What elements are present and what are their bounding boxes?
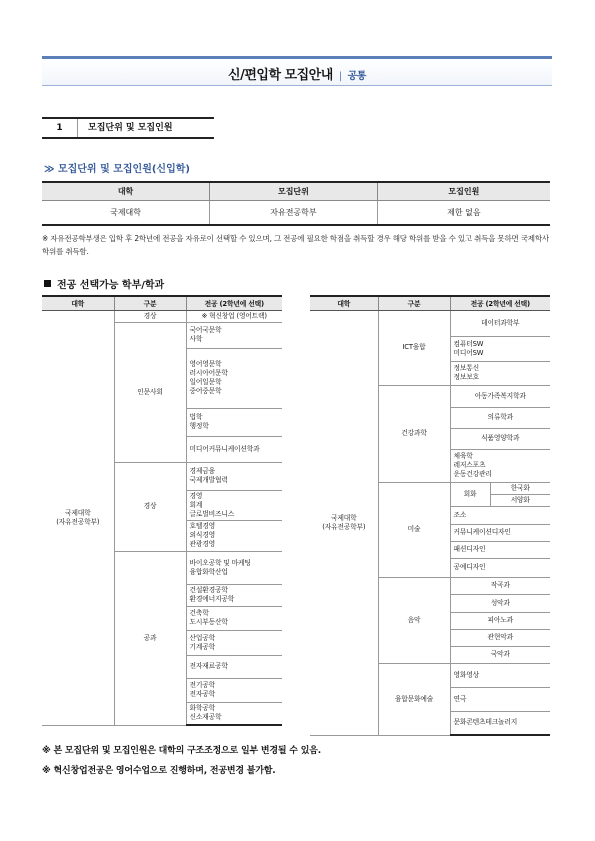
table-cell: 자유전공학부 bbox=[210, 200, 378, 225]
major-cell bbox=[186, 678, 282, 702]
subcategory-cell: 회화 bbox=[450, 482, 490, 506]
major-cell bbox=[186, 606, 282, 630]
recruit-table bbox=[42, 181, 550, 226]
subheading: ≫ 모집단위 및 모집인원(신입학) bbox=[44, 164, 190, 175]
major-name: 도시부동산학 bbox=[189, 618, 228, 626]
note: ※ 자유전공학부생은 입학 후 2학년에 전공을 자유로이 선택할 수 있으며, 그 전공에 필요한 학점을 취득할 경우 해당 학위를 받을 수 있고 취득을 못하면 국제학사 학위를 취득함. bbox=[42, 234, 549, 256]
major-cell: 미디어커뮤니케이션학과 bbox=[186, 436, 282, 462]
college-cell bbox=[42, 310, 114, 725]
table-header: 구분 bbox=[378, 296, 450, 310]
category-cell: 미술 bbox=[378, 482, 450, 577]
title-subtitle: 공통 bbox=[347, 71, 366, 82]
section-number: 1 bbox=[42, 119, 78, 137]
major-cell: 데이터과학부 bbox=[450, 310, 550, 336]
major-name: 관광경영 bbox=[189, 540, 215, 548]
college-name: 국제대학 bbox=[65, 508, 91, 517]
major-name: 운동건강관리 bbox=[453, 470, 492, 478]
table-header: 대학 bbox=[42, 296, 114, 310]
major-name: 컴퓨터SW bbox=[453, 339, 484, 348]
major-name: 영어영문학 bbox=[189, 360, 222, 368]
title-bar bbox=[42, 56, 552, 86]
category-cell: 경상 bbox=[114, 462, 186, 551]
major-name: 산업공학 bbox=[189, 633, 215, 642]
major-cell: 성악과 bbox=[450, 594, 550, 612]
major-cell: 문화콘텐츠테크놀러지 bbox=[450, 711, 550, 735]
major-name: 화학공학 bbox=[189, 704, 215, 713]
major-name: 중어중문학 bbox=[189, 387, 222, 395]
major-name: 건축학 bbox=[189, 609, 209, 617]
major-cell bbox=[186, 348, 282, 408]
category-cell: 인문사회 bbox=[114, 322, 186, 462]
major-cell: 전자재료공학 bbox=[186, 655, 282, 678]
major-table-right bbox=[310, 295, 550, 736]
major-cell: 패션디자인 bbox=[450, 541, 550, 558]
category-cell: ICT융합 bbox=[378, 310, 450, 385]
footnote: ※ 혁신창업전공은 영어수업으로 진행하며, 전공변경 불가함. bbox=[42, 766, 276, 776]
section-label: 모집단위 및 모집인원 bbox=[88, 123, 173, 133]
major-name: 정보보호 bbox=[453, 373, 479, 381]
major-name: 호텔경영 bbox=[189, 522, 215, 530]
section-2-label: 전공 선택가능 학부/학과 bbox=[57, 280, 165, 291]
page-title bbox=[42, 64, 552, 83]
footnote: ※ 본 모집단위 및 모집인원은 대학의 구조조정으로 일부 변경될 수 있음. bbox=[42, 746, 321, 756]
major-cell bbox=[186, 584, 282, 606]
major-name: 신소재공학 bbox=[189, 713, 222, 722]
major-cell: 공예디자인 bbox=[450, 558, 550, 577]
major-name: 융합화학산업 bbox=[189, 567, 228, 576]
title-separator: | bbox=[338, 71, 342, 82]
major-cell: 피아노과 bbox=[450, 612, 550, 629]
major-name: 글로벌비즈니스 bbox=[189, 509, 235, 518]
table-cell: 제한 없음 bbox=[377, 200, 550, 225]
category-cell: 건강과학 bbox=[378, 385, 450, 482]
major-name: 행정학 bbox=[189, 422, 209, 430]
major-name: 체육학 bbox=[453, 452, 473, 460]
major-cell: ※ 혁신창업 (영어트랙) bbox=[186, 310, 282, 322]
major-name: 회계 bbox=[189, 500, 203, 509]
major-name: 미디어SW bbox=[453, 348, 484, 357]
college-sub: (자유전공학부) bbox=[322, 522, 366, 531]
major-cell: 식품영양학과 bbox=[450, 428, 550, 449]
major-name: 기계공학 bbox=[189, 642, 215, 651]
table-header: 대학 bbox=[310, 296, 378, 310]
major-name: 경제금융 bbox=[189, 467, 215, 475]
major-name: 법학 bbox=[189, 413, 203, 421]
table-header: 대학 bbox=[42, 182, 210, 200]
major-name: 일어일문학 bbox=[189, 378, 222, 386]
major-name: 국제개발협력 bbox=[189, 476, 228, 484]
category-cell: 음악 bbox=[378, 577, 450, 663]
square-bullet-icon bbox=[44, 280, 51, 287]
major-cell: 작곡과 bbox=[450, 577, 550, 594]
table-header: 구분 bbox=[114, 296, 186, 310]
major-name: 정보통신 bbox=[453, 364, 479, 372]
major-cell bbox=[186, 408, 282, 436]
table-header: 전공 (2학년에 선택) bbox=[450, 296, 550, 310]
major-name: 외식경영 bbox=[189, 531, 215, 539]
college-sub: (자유전공학부) bbox=[56, 517, 100, 526]
major-cell bbox=[186, 520, 282, 551]
major-name: 전자공학 bbox=[189, 690, 215, 698]
major-cell bbox=[186, 551, 282, 584]
major-cell: 의류학과 bbox=[450, 407, 550, 428]
title-main: 신/편입학 모집안내 bbox=[228, 68, 333, 83]
major-cell bbox=[186, 490, 282, 520]
category-cell: 융합문화예술 bbox=[378, 663, 450, 735]
major-cell: 서양화 bbox=[490, 494, 550, 506]
major-name: 전기공학 bbox=[189, 681, 215, 689]
table-header: 모집단위 bbox=[210, 182, 378, 200]
major-cell bbox=[450, 361, 550, 385]
major-name: 러시아어문학 bbox=[189, 369, 228, 377]
major-cell: 연극 bbox=[450, 687, 550, 711]
major-name: 레저스포츠 bbox=[453, 461, 486, 469]
major-cell bbox=[450, 336, 550, 361]
major-cell bbox=[450, 449, 550, 482]
major-cell: 영화영상 bbox=[450, 663, 550, 687]
category-cell: 경상 bbox=[114, 310, 186, 322]
major-cell: 관현악과 bbox=[450, 629, 550, 646]
major-cell: 아동가족복지학과 bbox=[450, 385, 550, 407]
major-name: 경영 bbox=[189, 491, 203, 500]
major-name: 건설환경공학 bbox=[189, 586, 228, 594]
table-header: 모집인원 bbox=[377, 182, 550, 200]
major-name: 환경에너지공학 bbox=[189, 595, 235, 603]
college-name: 국제대학 bbox=[331, 513, 357, 522]
major-cell: 조소 bbox=[450, 506, 550, 524]
section-heading bbox=[42, 117, 214, 139]
major-cell bbox=[186, 322, 282, 348]
major-cell: 국악과 bbox=[450, 646, 550, 663]
major-name: 국어국문학 bbox=[189, 326, 222, 334]
major-cell: 한국화 bbox=[490, 482, 550, 494]
major-name: 사학 bbox=[189, 335, 203, 343]
college-cell bbox=[310, 310, 378, 735]
table-cell: 국제대학 bbox=[42, 200, 210, 225]
major-cell bbox=[186, 462, 282, 490]
section-heading-2 bbox=[44, 276, 164, 291]
major-cell bbox=[186, 702, 282, 725]
major-cell bbox=[186, 630, 282, 655]
major-name: 바이오공학 및 마케팅 bbox=[189, 558, 251, 567]
major-table-left bbox=[42, 295, 282, 726]
category-cell: 공과 bbox=[114, 551, 186, 725]
major-cell: 커뮤니케이션디자인 bbox=[450, 524, 550, 541]
table-header: 전공 (2학년에 선택) bbox=[186, 296, 282, 310]
